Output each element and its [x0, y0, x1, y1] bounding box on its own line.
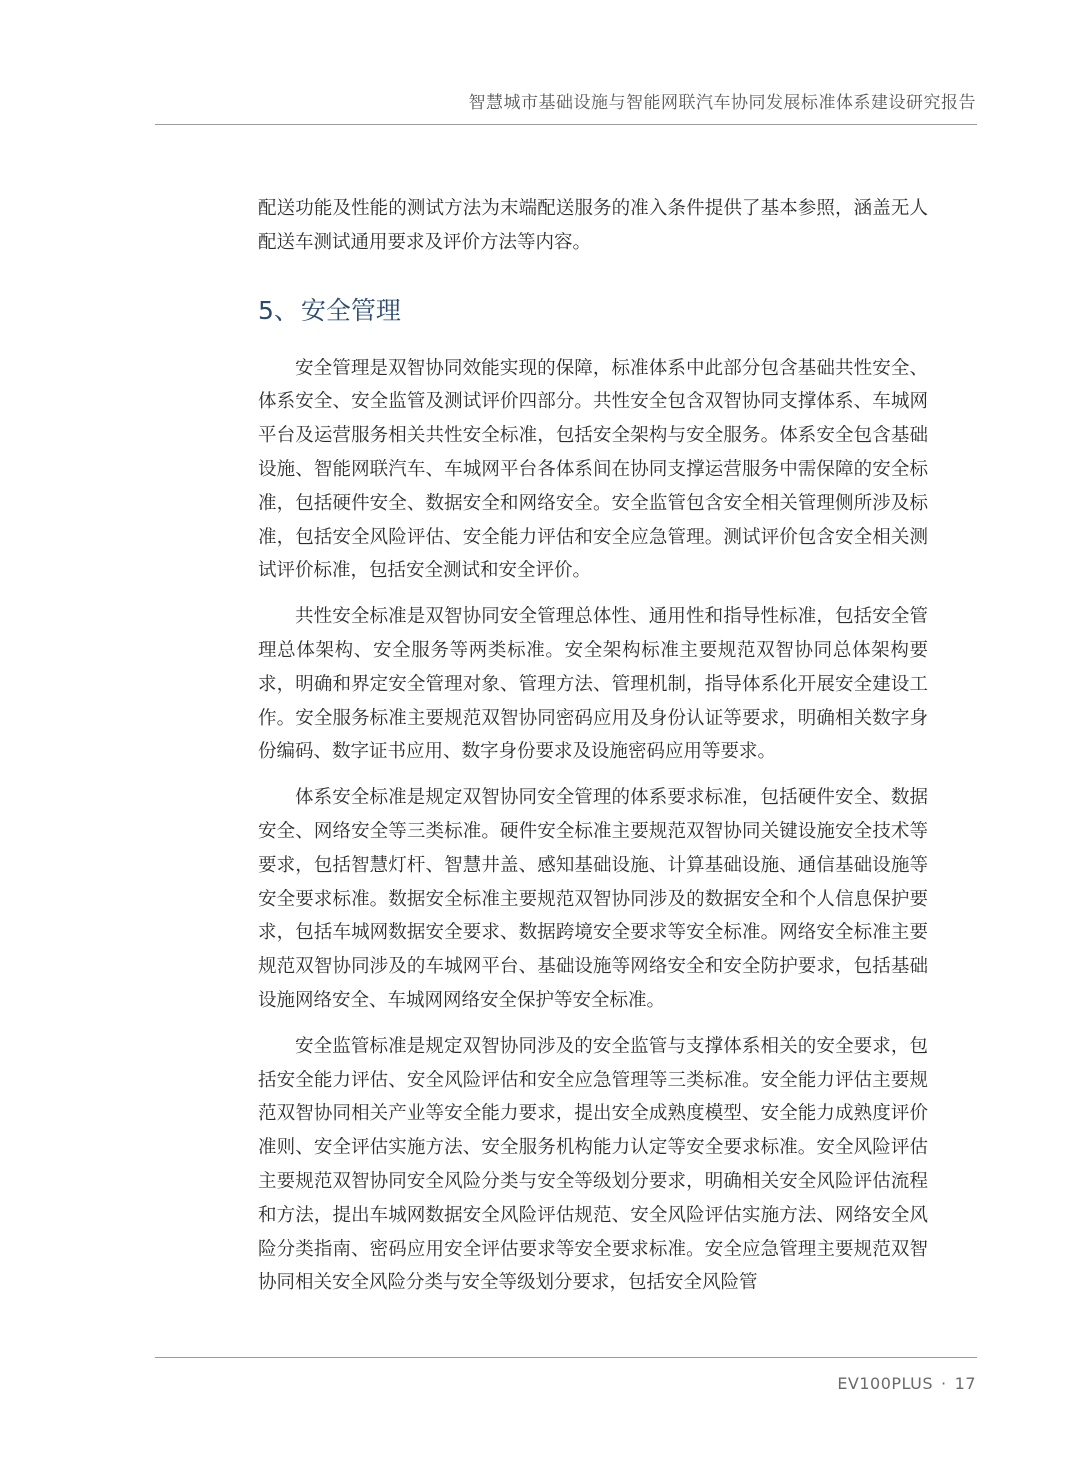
section-number: 5、 — [258, 295, 299, 325]
body-paragraph: 安全监管标准是规定双智协同涉及的安全监管与支撑体系相关的安全要求，包括安全能力评估、安全风险评估和安全应急管理等三类标准。安全能力评估主要规范双智协同相关产业等安全能力要求，提出安全成熟度模型、安全能力成熟度评价准则、安全评估实施方法、安全服务机构能力认定等安全要求标准。安全风险评估主要规范双智协同安全风险分类与安全等级划分要求，明确相关安全风险评估流程和方法，提出车城网数据安全风险评估规范、安全风险评估实施方法、网络安全风险分类指南、密码应用安全评估要求等安全要求标准。安全应急管理主要规范双智协同相关安全风险分类与安全等级划分要求，包括安全风险管 — [258, 1035, 928, 1294]
page-body — [258, 192, 928, 1312]
section-heading — [258, 291, 928, 331]
footer-brand: EV100PLUS — [837, 1374, 934, 1393]
section-title: 安全管理 — [300, 295, 401, 325]
continuation-paragraph: 配送功能及性能的测试方法为末端配送服务的准入条件提供了基本参照，涵盖无人配送车测试通用要求及评价方法等内容。 — [258, 198, 928, 253]
body-paragraph: 共性安全标准是双智协同安全管理总体性、通用性和指导性标准，包括安全管理总体架构、安全服务等两类标准。安全架构标准主要规范双智协同总体架构要求，明确和界定安全管理对象、管理方法、管理机制，指导体系化开展安全建设工作。安全服务标准主要规范双智协同密码应用及身份认证等要求，明确相关数字身份编码、数字证书应用、数字身份要求及设施密码应用等要求。 — [258, 606, 928, 763]
footer-divider — [155, 1357, 977, 1358]
header-divider — [155, 124, 977, 125]
body-paragraph: 体系安全标准是规定双智协同安全管理的体系要求标准，包括硬件安全、数据安全、网络安全等三类标准。硬件安全标准主要规范双智协同关键设施安全技术等要求，包括智慧灯杆、智慧井盖、感知基础设施、计算基础设施、通信基础设施等安全要求标准。数据安全标准主要规范双智协同涉及的数据安全和个人信息保护要求，包括车城网数据安全要求、数据跨境安全要求等安全标准。网络安全标准主要规范双智协同涉及的车城网平台、基础设施等网络安全和安全防护要求，包括基础设施网络安全、车城网网络安全保护等安全标准。 — [258, 787, 928, 1011]
page-number: 17 — [954, 1374, 976, 1393]
running-header: 智慧城市基础设施与智能网联汽车协同发展标准体系建设研究报告 — [468, 93, 976, 113]
footer-separator: · — [941, 1374, 947, 1393]
page-footer — [837, 1374, 976, 1393]
body-paragraph: 安全管理是双智协同效能实现的保障，标准体系中此部分包含基础共性安全、体系安全、安全监管及测试评价四部分。共性安全包含双智协同支撑体系、车城网平台及运营服务相关共性安全标准，包括安全架构与安全服务。体系安全包含基础设施、智能网联汽车、车城网平台各体系间在协同支撑运营服务中需保障的安全标准，包括硬件安全、数据安全和网络安全。安全监管包含安全相关管理侧所涉及标准，包括安全风险评估、安全能力评估和安全应急管理。测试评价包含安全相关测试评价标准，包括安全测试和安全评价。 — [258, 357, 928, 582]
